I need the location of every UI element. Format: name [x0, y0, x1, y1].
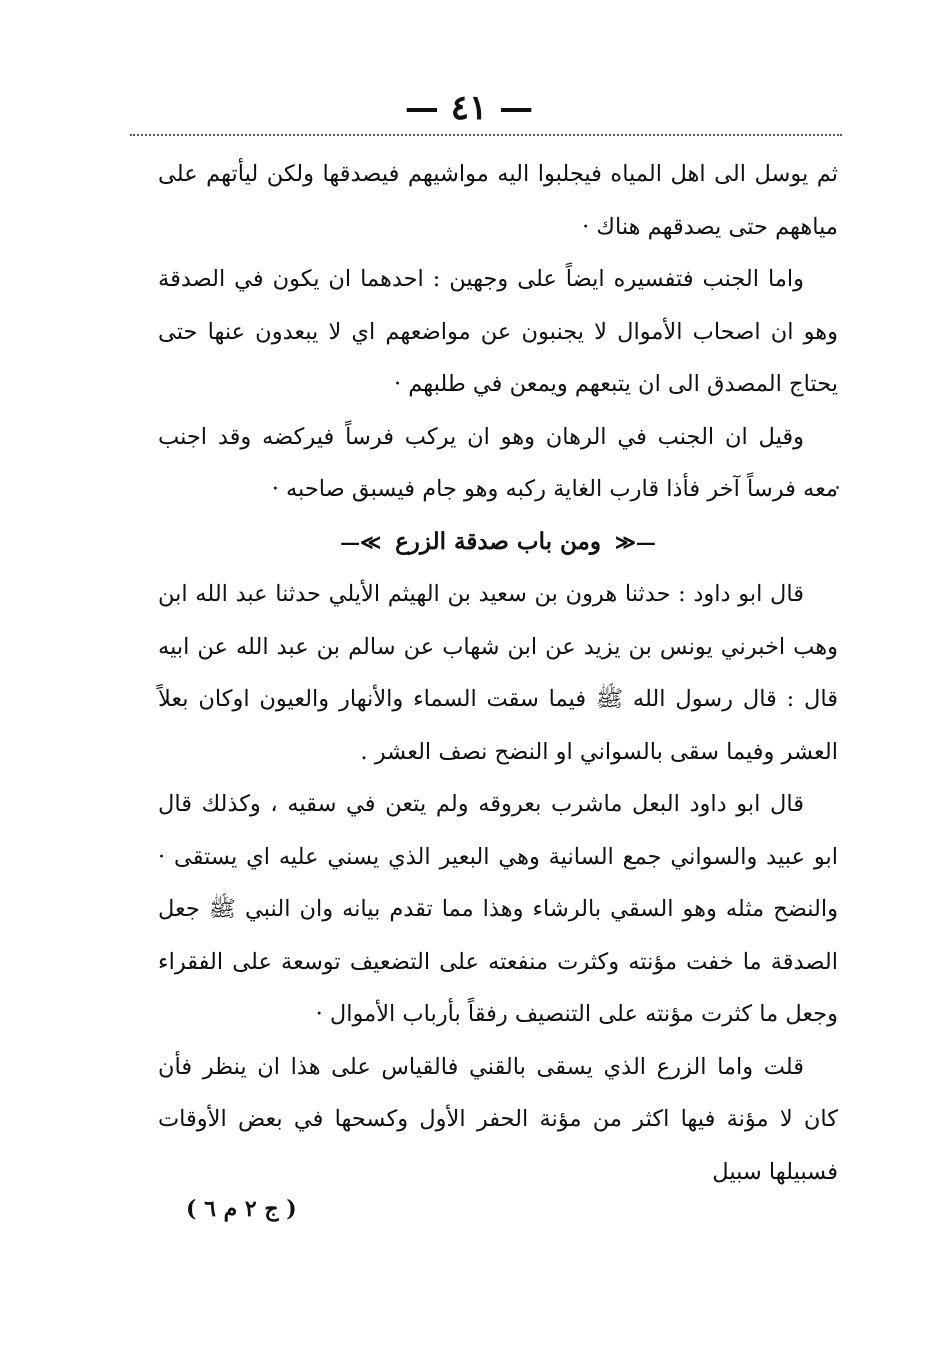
header-divider — [130, 134, 842, 136]
paragraph-4: قال ابو داود : حدثنا هرون بن سعيد بن الهيثم الأيلي حدثنا عبد الله ابن وهب اخبرني يونس بن يزيد عن ابن شهاب عن سالم بن عبد الله عن ابيه قال : قال رسول الله ﷺ فيما سقت السماء والأنهار والعيون اوكان بعلاً العشر وفيما سقى بالسواني او النضح نصف العشر . — [158, 581, 838, 765]
paragraph-2: واما الجنب فتفسيره ايضاً على وجهين : احدهما ان يكون في الصدقة وهو ان اصحاب الأموال لا يجنبون عن مواضعهم اي لا يبعدون عنها حتى يحتاج المصدق الى ان يتبعهم ويمعن في طلبهم · — [158, 266, 838, 397]
paragraph-3: وقيل ان الجنب في الرهان وهو ان يركب فرساً فيركضه وقد اجنب معه فرساً آخر فأذا قارب الغاية ركبه وهو جام فيسبق صاحبه · — [158, 423, 838, 502]
heading-ornament-right: —≪ — [614, 529, 656, 554]
paragraph-1: ثم يوسل الى اهل المياه فيجلبوا اليه مواشيهم فيصدقها ولكن ليأتهم على مياههم حتى يصدقهم هناك · — [158, 161, 838, 240]
body-text — [158, 148, 838, 1198]
paragraph-6: قلت واما الزرع الذي يسقى بالقني فالقياس على هذا ان ينظر فأن كان لا مؤنة فيها اكثر من مؤنة الحفر الأول وكسحها في بعض الأوقات فسبيلها سبيل — [158, 1053, 838, 1185]
section-heading-text: ومن باب صدقة الزرع — [395, 527, 601, 555]
heading-ornament-left: ≫— — [340, 529, 382, 554]
signature-mark: ( ج ٢ م ٦ ) — [186, 1196, 297, 1222]
page-number: — ٤١ — — [404, 88, 534, 128]
section-heading — [158, 516, 838, 569]
paragraph-5: قال ابو داود البعل ماشرب بعروقه ولم يتعن في سقيه ، وكذلك قال ابو عبيد والسواني جمع السانية وهي البعير الذي يسني عليه اي يستقى · والنضح مثله وهو السقي بالرشاء وهذا مما تقدم بيانه وان النبي ﷺ جعل الصدقة ما خفت مؤنته وكثرت منفعته على التضعيف توسعة على الفقراء وجعل ما كثرت مؤنته على التنصيف رفقاً بأرباب الأموال · — [158, 791, 838, 1027]
